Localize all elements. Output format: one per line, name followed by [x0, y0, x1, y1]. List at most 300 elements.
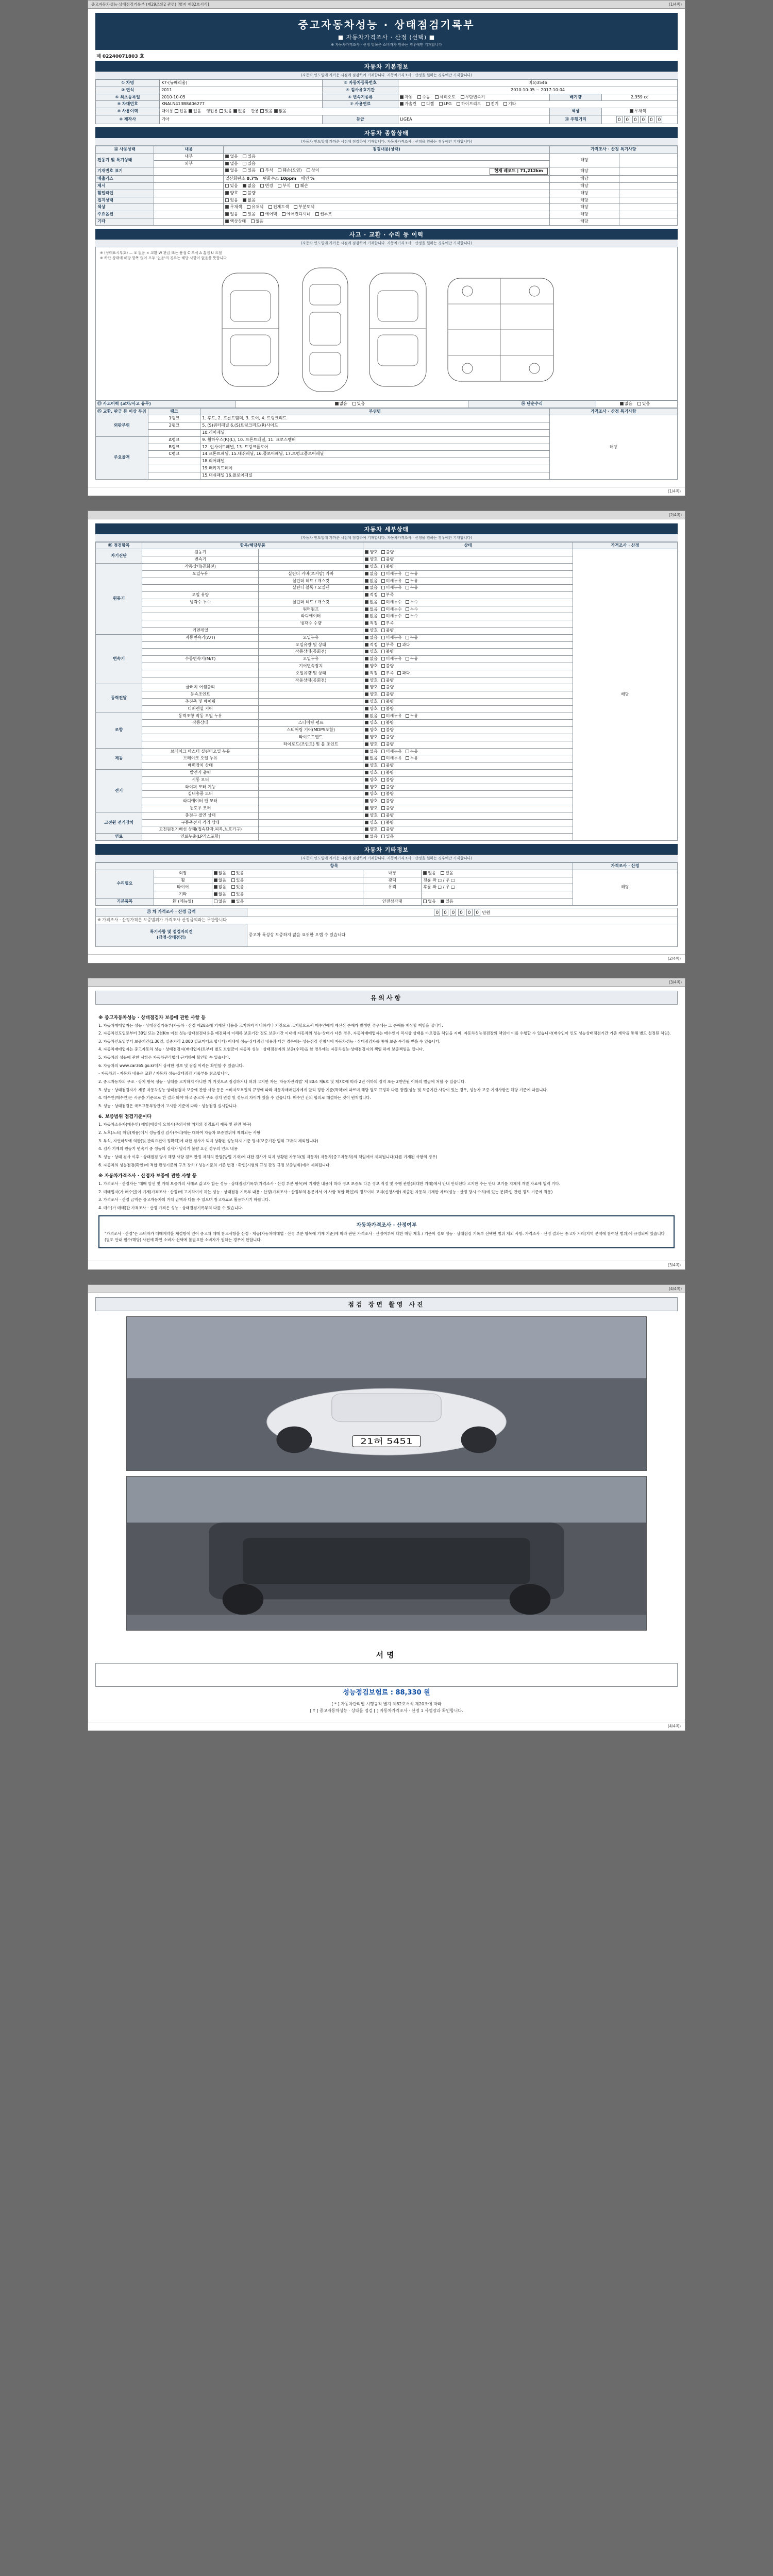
overall-row-label: 기타: [96, 218, 154, 225]
detail-state-options: [363, 826, 573, 834]
option-과다[interactable]: 과다: [397, 671, 410, 676]
detail-subitem-label: [259, 592, 363, 599]
detail-state-options: [363, 784, 573, 791]
option-양호[interactable]: 양호: [365, 692, 377, 698]
opt-corrosion[interactable]: 부식: [260, 168, 273, 174]
option-있음[interactable]: 있음: [381, 834, 394, 840]
page-1: [88, 0, 685, 496]
option-누유[interactable]: 누유: [406, 749, 418, 755]
notice-item: 5. 자동차의 성능에 관한 사항은 자동차관리법에 근거하여 확인할 수 있습니다.: [98, 1055, 230, 1060]
option-없음[interactable]: 없음: [365, 714, 377, 719]
option-없음[interactable]: 없음: [365, 614, 377, 619]
opt-exist[interactable]: 있음: [231, 885, 244, 890]
option-누수[interactable]: 누수: [406, 607, 418, 613]
notice-item: 2. 자동차인도일로부터 30일 또는 2천Km 이전 성능·상태점검내용을 예견하여 이해하 보증기간 정도 보증기간 이내에 자동차의 성능·상태가 다른 경우, 자동차매매업자는 매수인이 직시상 상태를 바로잡을 책임을 지며, 자동차성능점검장의 책임이 이를 수행할 수 있습니다(매수인이 인도 성능상태점검기간 기준 계약을 통해 별도 설정된 책임).: [98, 1031, 671, 1036]
detail-item-label: 연료누출(LP가스포함): [142, 834, 259, 841]
option-양호[interactable]: 양호: [365, 770, 377, 776]
co-value: 0.7%: [246, 176, 258, 181]
overall-item-label: [154, 211, 223, 218]
section-basic-subheader: (자동차 인도일에 가까운 시점에 점검하여 기재합니다. 자동차가격조사 · 산정을 원하는 경우에만 기재합니다): [95, 72, 678, 79]
detail-item-label: [142, 734, 259, 741]
option-미세누유[interactable]: 미세누유: [381, 585, 402, 591]
opt-exist[interactable]: 있음: [637, 401, 650, 407]
signature-area[interactable]: [95, 1663, 678, 1687]
option-없음[interactable]: 없음: [365, 579, 377, 584]
option-미세누유[interactable]: 미세누유: [381, 571, 402, 577]
detail-state-options: [363, 755, 573, 762]
opt-smoke[interactable]: 매연 %: [301, 176, 315, 181]
opt-none[interactable]: 없음: [225, 212, 238, 217]
svg-text:21허 5451: 21허 5451: [360, 1437, 413, 1446]
opt-damage[interactable]: 훼손(오염): [278, 168, 301, 174]
option-양호[interactable]: 양호: [365, 827, 377, 833]
color-option-achromatic[interactable]: 무채색: [630, 109, 646, 114]
mileage-digit: 0: [640, 116, 646, 123]
opt-liquid[interactable]: 액상상태: [225, 219, 246, 225]
option-불량[interactable]: 불량: [381, 827, 394, 833]
option-양호[interactable]: 양호: [365, 628, 377, 634]
option-불량[interactable]: 불량: [381, 727, 394, 733]
tire-rear[interactable]: 후륜 좌 □ / 우 □: [423, 885, 455, 890]
opt-none[interactable]: 없음: [423, 899, 435, 905]
detail-subitem-label: [259, 834, 363, 841]
option-미세누유[interactable]: 미세누유: [381, 656, 402, 662]
opt-none[interactable]: 없음: [225, 168, 238, 174]
trans-option-semi[interactable]: 세미오토: [435, 95, 456, 100]
detail-item-label: [142, 578, 259, 585]
option-누수[interactable]: 누수: [406, 614, 418, 619]
page-3: [88, 978, 685, 1270]
opt-good[interactable]: 양호: [225, 191, 238, 196]
label-displace: 배기량: [549, 94, 602, 101]
fuel-option-gasoline[interactable]: 가솔린: [400, 101, 416, 107]
footer-note: [95, 1701, 678, 1715]
opt-none[interactable]: 없음: [214, 871, 226, 876]
detail-subitem-label: [259, 748, 363, 755]
option-미세누수[interactable]: 미세누수: [381, 600, 402, 605]
overall-memo: 해당: [549, 211, 619, 218]
option-양호[interactable]: 양호: [365, 777, 377, 783]
option-양호[interactable]: 양호: [365, 699, 377, 705]
option-미세누유[interactable]: 미세누유: [381, 756, 402, 761]
fuel-option-diesel[interactable]: 디젤: [422, 101, 434, 107]
opt-co[interactable]: 일산화탄소 0.7%: [225, 176, 258, 181]
opt-exist[interactable]: 있음: [352, 401, 365, 407]
option-누유[interactable]: 누유: [406, 656, 418, 662]
option-양호[interactable]: 양호: [365, 799, 377, 804]
overall-col-0: ⑫ 사용상태: [96, 146, 154, 153]
option-불량[interactable]: 불량: [381, 720, 394, 726]
opt-none[interactable]: 없음: [225, 161, 238, 167]
option-불량[interactable]: 불량: [381, 770, 394, 776]
frame-rank: C랭크: [148, 451, 200, 458]
option-부족[interactable]: 부족: [381, 671, 394, 676]
opt-bad[interactable]: 불량: [243, 191, 255, 196]
opt-partpaint[interactable]: 부분도색: [294, 205, 314, 210]
hc-value: 10ppm: [280, 176, 296, 181]
notice-section-3: ※ 자동차가격조사 · 산정자 보증에 관한 사항 등: [98, 1174, 197, 1179]
overall-memo: 해당: [549, 182, 619, 190]
notice-list-1: [98, 1023, 675, 1077]
option-불량[interactable]: 불량: [381, 706, 394, 712]
opt-exist[interactable]: 있음: [225, 183, 238, 189]
opt-sunroof[interactable]: 썬루프: [315, 212, 332, 217]
price-note: ※ 가격조사 · 산정가격은 보증범위가 가격조사 산정금액과는 무관합니다: [96, 917, 678, 924]
overall-memo-2: [619, 153, 678, 167]
opt-fullpaint[interactable]: 전체도색: [268, 205, 289, 210]
price-digit: 0: [442, 909, 448, 916]
page-header-3: [88, 978, 685, 987]
option-양호[interactable]: 양호: [365, 806, 377, 811]
detail-item-label: 고전원전기배선 상태(접속단자,피복,보호기구): [142, 826, 259, 834]
opt-exist[interactable]: 있음: [243, 161, 255, 167]
option-없음[interactable]: 없음: [365, 571, 377, 577]
overall-item-state: [224, 197, 549, 204]
option-누수[interactable]: 누수: [406, 600, 418, 605]
trans-option-cvt[interactable]: 무단변속기: [461, 95, 485, 100]
detail-state-options: [363, 834, 573, 841]
option-미세누유[interactable]: 미세누유: [381, 749, 402, 755]
signature-title: 서명: [376, 1650, 397, 1659]
overall-memo: 해당: [549, 218, 619, 225]
option-불량[interactable]: 불량: [381, 649, 394, 655]
photo-illustration-underbody: [127, 1477, 646, 1630]
detail-subitem-label: [259, 805, 363, 812]
page-4: [88, 1284, 685, 1731]
overall-item-label: [154, 190, 223, 197]
detail-state-options: [363, 741, 573, 748]
opt-none[interactable]: 없음: [423, 871, 435, 876]
option-양호[interactable]: 양호: [365, 813, 377, 819]
etc-item-label: 타이어: [154, 884, 212, 891]
history-official[interactable]: 관용 있음 없음: [250, 109, 287, 114]
opt-none[interactable]: 없음: [251, 219, 263, 225]
option-부족[interactable]: 부족: [381, 621, 394, 626]
detail-item-label: 디퍼렌셜 기어: [142, 705, 259, 713]
option-없음[interactable]: 없음: [365, 635, 377, 641]
option-미세누수[interactable]: 미세누수: [381, 607, 402, 613]
opt-aircon[interactable]: 에어컨디셔너: [282, 212, 310, 217]
fuel-option-hybrid[interactable]: 하이브리드: [457, 101, 481, 107]
overall-row-label: 주요옵션: [96, 211, 154, 218]
opt-none[interactable]: 없음: [225, 154, 238, 160]
option-양호[interactable]: 양호: [365, 649, 377, 655]
detail-item-label: [142, 649, 259, 656]
opt-hc[interactable]: 탄화수소 10ppm: [263, 176, 296, 181]
option-누유[interactable]: 누유: [406, 585, 418, 591]
label-carname: ① 차명: [96, 80, 160, 87]
detail-state-options: [363, 663, 573, 670]
frame-group-outer: 외판부위: [96, 415, 148, 436]
option-불량[interactable]: 불량: [381, 735, 394, 740]
detail-item-label: 와이퍼 모터 기능: [142, 784, 259, 791]
option-불량[interactable]: 불량: [381, 777, 394, 783]
detail-subitem-label: [259, 563, 363, 570]
frame-col-3: 가격조사 · 산정 특기사항: [549, 408, 677, 415]
detail-item-label: 냉각수 누수: [142, 599, 259, 606]
option-없음[interactable]: 없음: [365, 585, 377, 591]
option-양호[interactable]: 양호: [365, 678, 377, 684]
option-양호[interactable]: 양호: [365, 785, 377, 790]
value-carname: K7-(뉴베리움): [160, 80, 323, 87]
opt-exist[interactable]: 있음: [231, 871, 244, 876]
opt-none[interactable]: 없음: [214, 878, 226, 884]
option-양호[interactable]: 양호: [365, 664, 377, 669]
detail-item-label: 원동기: [142, 549, 259, 556]
opt-damage[interactable]: 훼손: [295, 183, 308, 189]
notice-item: 4. 매수(가 매매)한 가격조사 · 산정 가격은 성능 · 상태점검기록부의 다를 수 있습니다.: [98, 1206, 243, 1211]
label-grade: 등급: [323, 115, 398, 124]
option-없음[interactable]: 없음: [365, 834, 377, 840]
detail-item-label: 추진축 및 베어링: [142, 699, 259, 706]
detail-state-options: [363, 620, 573, 628]
opt-none[interactable]: 없음: [214, 899, 226, 905]
option-불량[interactable]: 불량: [381, 692, 394, 698]
option-불량[interactable]: 불량: [381, 699, 394, 705]
overall-item-state: [224, 176, 549, 183]
warning-body: "가격조사 · 산정"은 소비자가 매매계약을 체결함에 있어 중고차 매매 참고사항을 산정 · 제공(자동차매매업 · 산정 부분 항목에 기재 기준)에 따라 판단 가격조사 · 산정여부에 대한 해당 제휴 / 기준이 정보 성능 · 상태점검 기록부 선택한 범위 제외 사항. 가격조사 · 산정 결과는 중고차 거래(지역 분석에 참여된 범위)에 규정되어 있습니다(별도 안내 필수/해당) 사전에 확인 소비자 선택에 불필요한 소비자가 원하는 경우에 한합니다.: [105, 1231, 665, 1242]
option-불량[interactable]: 불량: [381, 550, 394, 555]
opt-exist[interactable]: 있음: [441, 871, 453, 876]
option-불량[interactable]: 불량: [381, 763, 394, 769]
option-양호[interactable]: 양호: [365, 727, 377, 733]
detail-col-2: 상태: [363, 542, 573, 549]
page-footer-3: (3/4쪽): [88, 1261, 685, 1269]
special-note-label-sub: (감정·상태점검): [156, 935, 186, 940]
opt-exist[interactable]: 있음: [231, 892, 244, 897]
detail-item-label: [142, 606, 259, 613]
accident-summary-table: [95, 400, 678, 408]
option-적정[interactable]: 적정: [365, 621, 377, 626]
etc-item-state: [212, 891, 363, 899]
detail-item-label: [142, 727, 259, 734]
option-적정[interactable]: 적정: [365, 642, 377, 648]
notice-item: - 자동차의 - 자동차 내용은 교환 / 자동차 성능·상태점검 기록부를 참조합니다.: [98, 1071, 229, 1076]
opt-none[interactable]: 없음: [214, 892, 226, 897]
document-title: [95, 13, 678, 50]
overall-item-label: [154, 176, 223, 183]
overall-item-label: [154, 204, 223, 211]
special-note-value[interactable]: 중고차 특성상 보증하지 않을 요귀한 오랩 수 있습니다: [247, 924, 677, 946]
accident-simple-value: [596, 400, 677, 408]
inspection-fee-value: 88,330 원: [395, 1688, 430, 1697]
option-불량[interactable]: 불량: [381, 557, 394, 563]
option-누유[interactable]: 누유: [406, 635, 418, 641]
option-불량[interactable]: 불량: [381, 564, 394, 570]
warning-title: 자동차가격조사 · 산정여부: [356, 1222, 417, 1228]
frame-parts-table: [95, 408, 678, 480]
price-table: [95, 908, 678, 947]
detail-subitem-label: [259, 819, 363, 826]
detail-state-options: [363, 776, 573, 784]
option-누유[interactable]: 누유: [406, 756, 418, 761]
option-없음[interactable]: 없음: [365, 756, 377, 761]
photo-gallery: [95, 1311, 678, 1641]
overall-memo-2: [619, 190, 678, 197]
option-불량[interactable]: 불량: [381, 799, 394, 804]
option-불량[interactable]: 불량: [381, 785, 394, 790]
value-vin: KNALN413B8A06277: [160, 101, 323, 108]
detail-item-label: 발전기 출력: [142, 770, 259, 777]
accident-row-value: [235, 400, 468, 408]
trans-option-auto[interactable]: 자동: [400, 95, 412, 100]
option-부족[interactable]: 부족: [381, 592, 394, 598]
history-business[interactable]: 영업용 있음 없음: [206, 109, 246, 114]
detail-state-options: [363, 549, 573, 556]
value-displace: 2,359 cc: [602, 94, 678, 101]
option-불량[interactable]: 불량: [381, 820, 394, 826]
page-number-4: (4/4쪽): [668, 1286, 682, 1291]
detail-subitem-label: 타이로드엔드: [259, 734, 363, 741]
notice-item: 3. 부식, 자연마모에 의한(및 관리요건이 정확해)에 대한 검사가 되지 상황된 성능하지 기준 명시(보증기간 범위 그밖의 제외됩니다): [98, 1138, 318, 1143]
detail-item-label: 구동축전지 격리 상태: [142, 819, 259, 826]
option-미세누유[interactable]: 미세누유: [381, 579, 402, 584]
detail-item-label: 실내송풍 모터: [142, 791, 259, 798]
option-양호[interactable]: 양호: [365, 735, 377, 740]
trans-option-manual[interactable]: 수동: [417, 95, 430, 100]
opt-none[interactable]: 없음: [620, 401, 632, 407]
detail-state-options: [363, 563, 573, 570]
fuel-option-etc[interactable]: 기타: [503, 101, 516, 107]
opt-airbag[interactable]: 에어백: [260, 212, 277, 217]
option-양호[interactable]: 양호: [365, 791, 377, 797]
option-불량[interactable]: 불량: [381, 678, 394, 684]
opt-diff[interactable]: 상이: [307, 168, 319, 174]
history-rental[interactable]: 대여용 있음 없음: [161, 109, 201, 114]
option-양호[interactable]: 양호: [365, 550, 377, 555]
etc-group-repair: 수리필요: [96, 870, 154, 898]
frame-rank: 1랭크: [148, 415, 200, 422]
price-digit: 0: [466, 909, 473, 916]
opt-exist[interactable]: 있음: [225, 198, 238, 204]
option-적정[interactable]: 적정: [365, 592, 377, 598]
opt-exist[interactable]: 있음: [243, 168, 255, 174]
option-미세누유[interactable]: 미세누유: [381, 635, 402, 641]
detail-subitem-label: [259, 798, 363, 805]
notice-item: 1. 자동차소유자(매수인) 에임(배상에 요청시(주의사항 위치의 점검표서 제품 및 관련 청구): [98, 1122, 251, 1127]
page-2: [88, 511, 685, 963]
etc-item-state-b: [422, 870, 573, 877]
option-미세누유[interactable]: 미세누유: [381, 714, 402, 719]
opt-none[interactable]: 없음: [243, 183, 255, 189]
option-없음[interactable]: 없음: [365, 749, 377, 755]
option-양호[interactable]: 양호: [365, 557, 377, 563]
notice-item: 6. 자동차의 www.car365.go.kr에서 상세한 정보 및 점검 이력은 확인할 수 있습니다.: [98, 1063, 244, 1068]
detail-col-0: ⑯ 점검항목: [96, 542, 142, 549]
opt-corrosion[interactable]: 부식: [278, 183, 290, 189]
opt-exist[interactable]: 있음: [231, 878, 244, 884]
detail-subitem-label: 오일누유: [259, 656, 363, 663]
section-basic-header: 자동차 기본정보: [95, 61, 678, 72]
tire-front[interactable]: 전륜 좌 □ / 우 □: [423, 877, 455, 883]
opt-chromatic[interactable]: 유채색: [247, 205, 263, 210]
option-없음[interactable]: 없음: [365, 607, 377, 613]
detail-subitem-label: [259, 826, 363, 834]
footer-note-2: [ Y ] 중고자동차성능 · 상태를 점검 [ ] 자동차가격조사 · 산정 1 사업장과 확인합니다.: [310, 1708, 463, 1714]
title-note: ※ 자동차가격조사 · 산정 항목은 소비자가 원하는 경우에만 기재합니다: [331, 43, 442, 47]
opt-exist[interactable]: 있음: [441, 899, 453, 905]
value-fuel: [398, 101, 678, 108]
value-grade: LIGEA: [398, 115, 550, 124]
option-누유[interactable]: 누유: [406, 579, 418, 584]
option-양호[interactable]: 양호: [365, 685, 377, 690]
option-양호[interactable]: 양호: [365, 820, 377, 826]
option-양호[interactable]: 양호: [365, 763, 377, 769]
option-누유[interactable]: 누유: [406, 714, 418, 719]
opt-none[interactable]: 없음: [214, 885, 226, 890]
option-양호[interactable]: 양호: [365, 706, 377, 712]
overall-row-label: 접지상태: [96, 197, 154, 204]
option-양호[interactable]: 양호: [365, 564, 377, 570]
frame-rank: [148, 472, 200, 479]
fuel-option-electric[interactable]: 전기: [486, 101, 498, 107]
overall-item-state: [224, 204, 549, 211]
label-mileage: ⑪ 주행거리: [549, 115, 602, 124]
opt-none[interactable]: 없음: [243, 198, 255, 204]
option-불량[interactable]: 불량: [381, 813, 394, 819]
option-불량[interactable]: 불량: [381, 664, 394, 669]
etc-col-0: 항목: [96, 862, 573, 870]
detail-state-options: [363, 699, 573, 706]
detail-state-options: [363, 585, 573, 592]
detail-subitem-label: 워터펌프: [259, 606, 363, 613]
title-sub: ■ 자동차가격조사 · 산정 (선택) ■: [338, 34, 435, 41]
overall-memo-2: [619, 197, 678, 204]
option-부족[interactable]: 부족: [381, 642, 394, 648]
value-year: 2011: [160, 87, 323, 94]
option-불량[interactable]: 불량: [381, 742, 394, 748]
option-양호[interactable]: 양호: [365, 720, 377, 726]
value-inspect: 2010-10-05 ~ 2017-10-04: [398, 87, 678, 94]
accident-simple-label: ⑭ 단순수리: [468, 400, 596, 408]
option-불량[interactable]: 불량: [381, 806, 394, 811]
price-survey-warning-box: [98, 1215, 675, 1248]
opt-achromatic[interactable]: 무채색: [225, 205, 242, 210]
opt-exist[interactable]: 있음: [243, 212, 255, 217]
option-누유[interactable]: 누유: [406, 571, 418, 577]
frame-parts: 19.패키지트레이: [200, 465, 549, 472]
fuel-option-lpg[interactable]: LPG: [439, 101, 451, 107]
option-없음[interactable]: 없음: [365, 656, 377, 662]
etc-item-state: [212, 884, 363, 891]
frame-group-main: 주요골격: [96, 436, 148, 479]
page-footer-4: (4/4쪽): [88, 1722, 685, 1731]
option-과다[interactable]: 과다: [397, 642, 410, 648]
detail-item-label: 자동변속기(A/T): [142, 634, 259, 641]
opt-exist[interactable]: 있음: [243, 154, 255, 160]
option-불량[interactable]: 불량: [381, 791, 394, 797]
opt-exist[interactable]: 있음: [231, 899, 244, 905]
option-불량[interactable]: 불량: [381, 685, 394, 690]
option-양호[interactable]: 양호: [365, 742, 377, 748]
opt-none[interactable]: 없음: [335, 401, 347, 407]
option-적정[interactable]: 적정: [365, 671, 377, 676]
option-미세누수[interactable]: 미세누수: [381, 614, 402, 619]
detail-subitem-label: 스티어링 펌프: [259, 720, 363, 727]
detail-group-label: 동력전달: [96, 684, 142, 713]
detail-item-label: 시동 모터: [142, 776, 259, 784]
page-number: (1/4쪽): [668, 2, 682, 7]
detail-state-options: [363, 578, 573, 585]
opt-change[interactable]: 변경: [260, 183, 273, 189]
frame-col-2: 부위명: [200, 408, 549, 415]
option-불량[interactable]: 불량: [381, 628, 394, 634]
page-footer-2: (2/4쪽): [88, 954, 685, 963]
detail-state-options: [363, 770, 573, 777]
option-없음[interactable]: 없음: [365, 600, 377, 605]
page-number-3: (3/4쪽): [668, 979, 682, 985]
overall-row-label: 제시: [96, 182, 154, 190]
